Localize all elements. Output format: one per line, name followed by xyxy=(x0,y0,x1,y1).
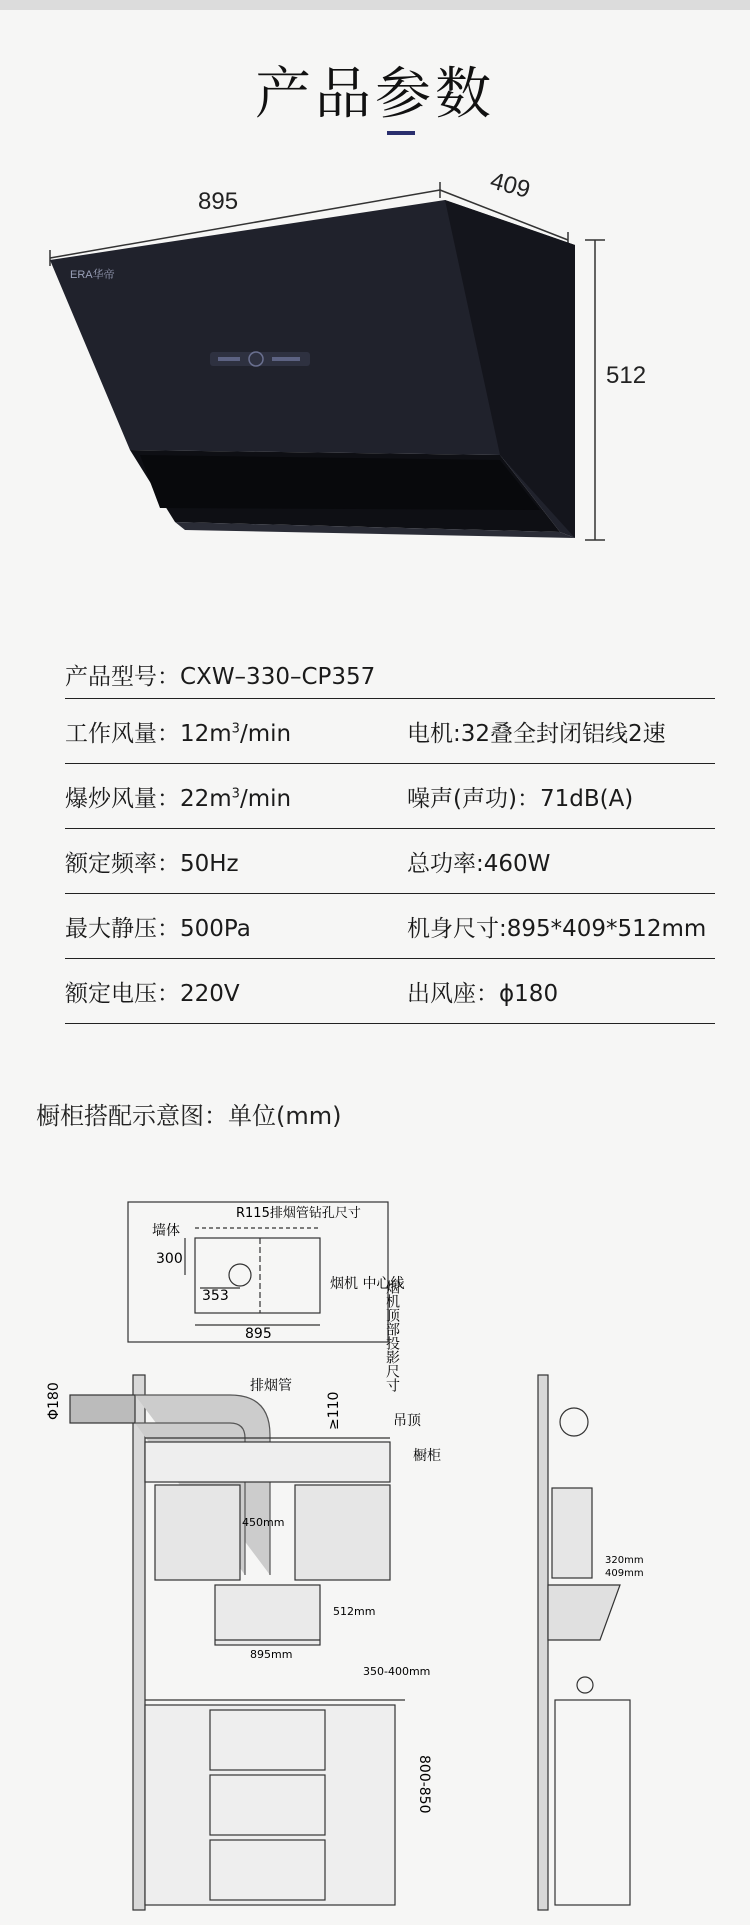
dim-110: ≥110 xyxy=(326,1391,342,1430)
spec-power: 总功率:460W xyxy=(407,850,551,877)
spec-outlet: 出风座：ϕ180 xyxy=(407,980,559,1007)
cabinet-diagram xyxy=(0,1180,750,1925)
spec-row xyxy=(65,959,715,1024)
spec-noise: 噪声(声功)：71dB(A) xyxy=(407,785,634,812)
spec-frequency: 额定频率：50Hz xyxy=(65,850,239,877)
top-strip xyxy=(0,0,750,10)
top-box-title: R115排烟管钻孔尺寸 xyxy=(236,1206,361,1221)
exhaust-pipe-label: 排烟管 xyxy=(250,1378,292,1394)
dim-353: 353 xyxy=(202,1288,229,1304)
spec-size: 机身尺寸:895*409*512mm xyxy=(407,915,707,942)
dim-depth: 409 xyxy=(487,167,533,204)
dim-300: 300 xyxy=(156,1251,183,1267)
spec-static-pressure: 最大静压：500Pa xyxy=(65,915,251,942)
dim-512: 512mm xyxy=(333,1605,376,1618)
dim-409: 409mm xyxy=(605,1568,644,1579)
page-title: 产品参数 xyxy=(255,62,495,127)
dim-320: 320mm xyxy=(605,1555,644,1566)
spec-row xyxy=(65,829,715,894)
spec-row xyxy=(65,894,715,959)
dim-895: 895mm xyxy=(250,1648,293,1661)
spec-table xyxy=(65,650,715,1024)
dim-height: 512 xyxy=(606,362,647,389)
dim-895-top: 895 xyxy=(245,1326,272,1342)
dim-width: 895 xyxy=(198,188,239,215)
product-dimension-illustration xyxy=(0,150,750,570)
cabinet-section-label: 橱柜搭配示意图：单位(mm) xyxy=(36,1102,342,1130)
dim-phi180: Φ180 xyxy=(46,1382,62,1420)
spec-max-airflow: 爆炒风量：$22m^3/\min$ xyxy=(65,785,292,812)
projection-label: 烟机顶部投影尺寸 xyxy=(384,1280,400,1392)
spec-row xyxy=(65,764,715,829)
dim-450: 450mm xyxy=(242,1516,285,1529)
spec-model: 产品型号：CXW–330–CP357 xyxy=(65,663,376,690)
wall-label: 墙体 xyxy=(152,1223,180,1239)
spec-motor: 电机:32叠全封闭铝线2速 xyxy=(407,720,666,747)
ceiling-label: 吊顶 xyxy=(393,1413,421,1429)
spec-row xyxy=(65,650,715,699)
center-line-label: 烟机 中心线 xyxy=(330,1276,405,1292)
cabinet-label: 橱柜 xyxy=(413,1448,441,1464)
spec-row xyxy=(65,699,715,764)
title-underline xyxy=(387,131,415,135)
spec-voltage: 额定电压：220V xyxy=(65,980,240,1007)
dim-800-850: 800-850 xyxy=(416,1755,432,1814)
dim-350-400: 350-400mm xyxy=(363,1665,431,1678)
brand-logo: ERA华帝 xyxy=(70,269,115,281)
spec-work-airflow: 工作风量：$12m^3/\min$ xyxy=(65,720,292,747)
